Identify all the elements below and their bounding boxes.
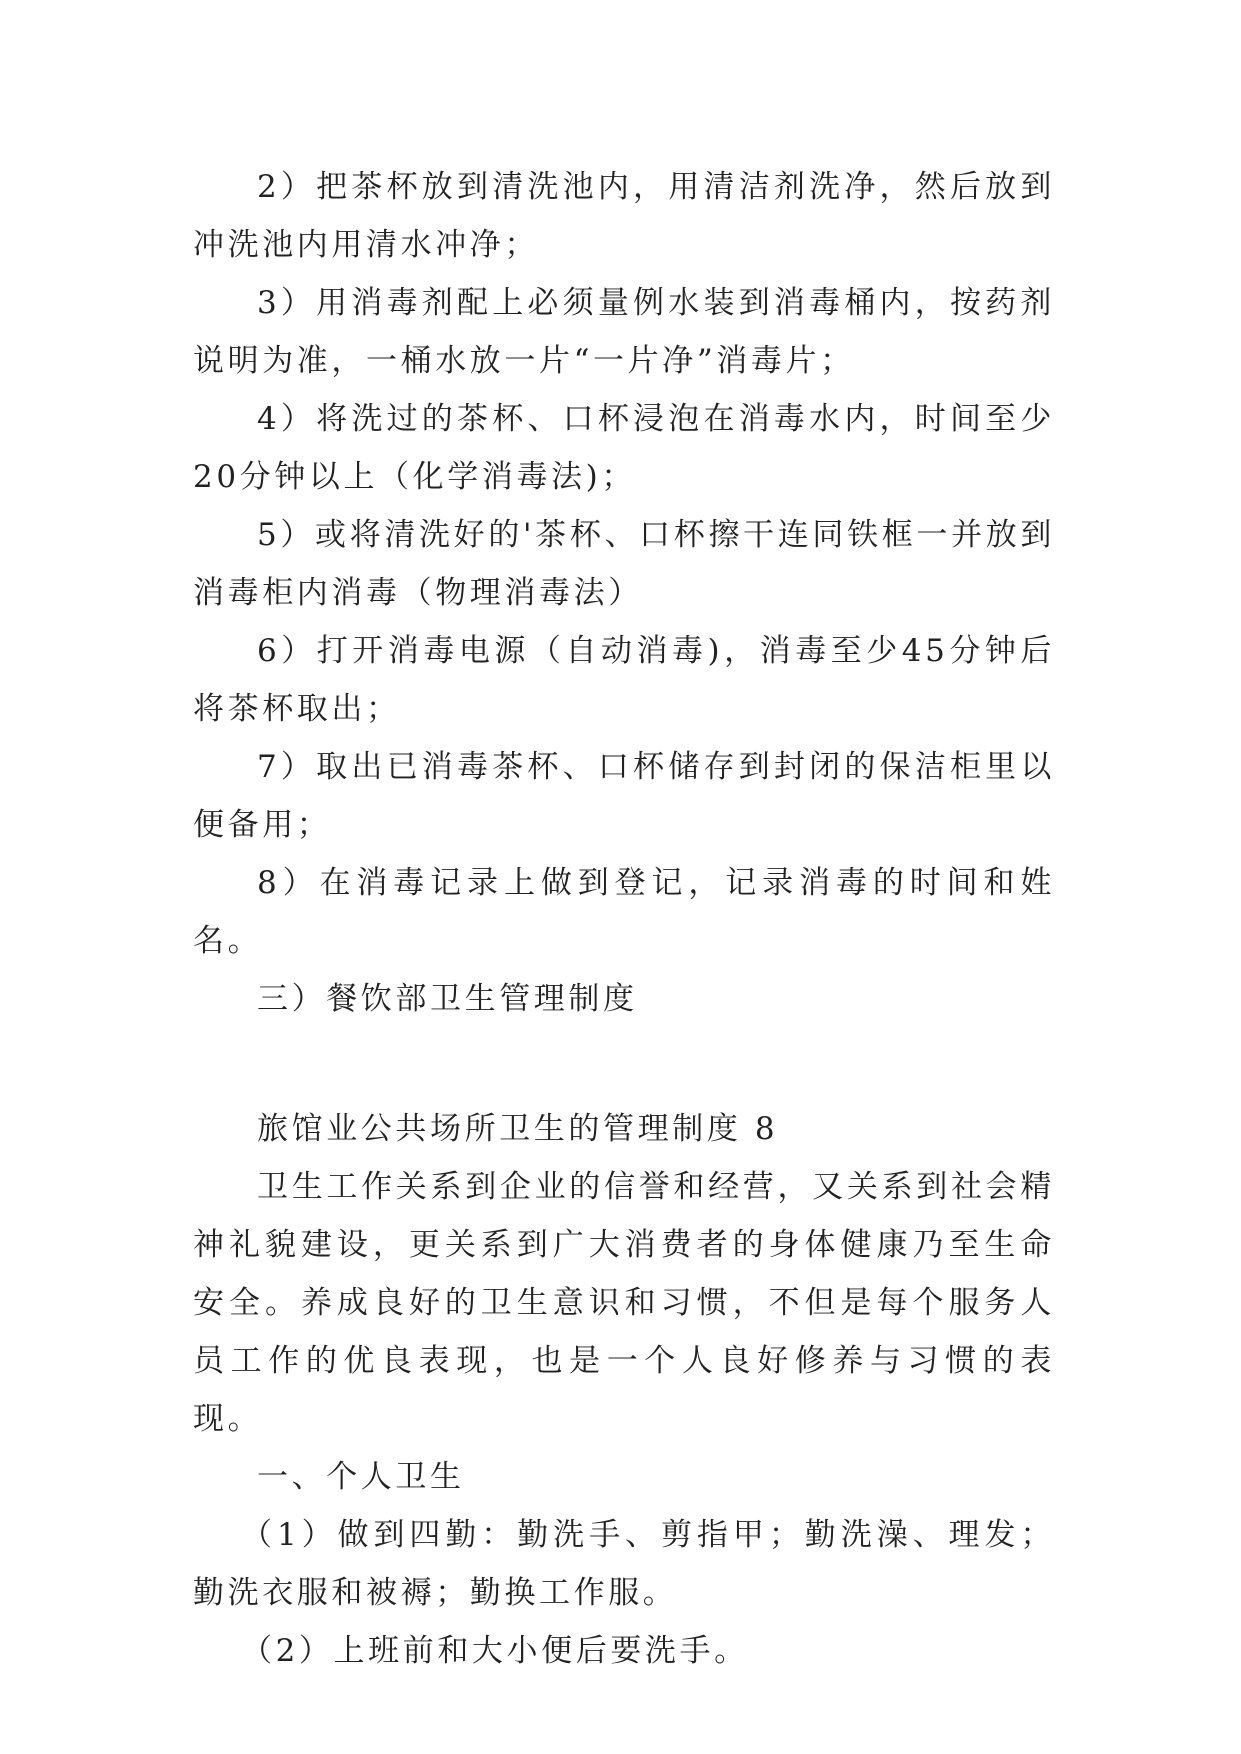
step-4-paragraph: 4）将洗过的茶杯、口杯浸泡在消毒水内，时间至少20分钟以上（化学消毒法)； xyxy=(193,401,1055,495)
document-body xyxy=(193,158,1055,1680)
catering-section-heading: 三）餐饮部卫生管理制度 xyxy=(257,981,638,1017)
step-7-paragraph: 7）取出已消毒茶杯、口杯储存到封闭的保洁柜里以便备用； xyxy=(193,749,1055,843)
article-title: 旅馆业公共场所卫生的管理制度 8 xyxy=(257,1111,779,1147)
step-6-paragraph: 6）打开消毒电源（自动消毒)，消毒至少45分钟后将茶杯取出； xyxy=(193,633,1055,727)
step-2-paragraph: 2）把茶杯放到清洗池内，用清洁剂洗净，然后放到冲洗池内用清水冲净； xyxy=(193,169,1055,263)
intro-paragraph: 卫生工作关系到企业的信誉和经营，又关系到社会精神礼貌建设，更关系到广大消费者的身体健康乃至生命安全。养成良好的卫生意识和习惯，不但是每个服务人员工作的优良表现，也是一个人良好修养与习惯的表现。 xyxy=(193,1169,1055,1437)
personal-hygiene-heading: 一、个人卫生 xyxy=(257,1459,465,1495)
section-gap xyxy=(193,1028,1055,1100)
item-1-paragraph: （1）做到四勤：勤洗手、剪指甲；勤洗澡、理发；勤洗衣服和被褥；勤换工作服。 xyxy=(193,1517,1055,1611)
step-8-paragraph: 8）在消毒记录上做到登记，记录消毒的时间和姓名。 xyxy=(193,865,1055,959)
step-5-paragraph: 5）或将清洗好的'茶杯、口杯擦干连同铁框一并放到消毒柜内消毒（物理消毒法） xyxy=(193,517,1055,611)
item-2-paragraph: （2）上班前和大小便后要洗手。 xyxy=(241,1633,749,1669)
step-3-paragraph: 3）用消毒剂配上必须量例水装到消毒桶内，按药剂说明为准，一桶水放一片“一片净”消毒片； xyxy=(193,285,1055,379)
